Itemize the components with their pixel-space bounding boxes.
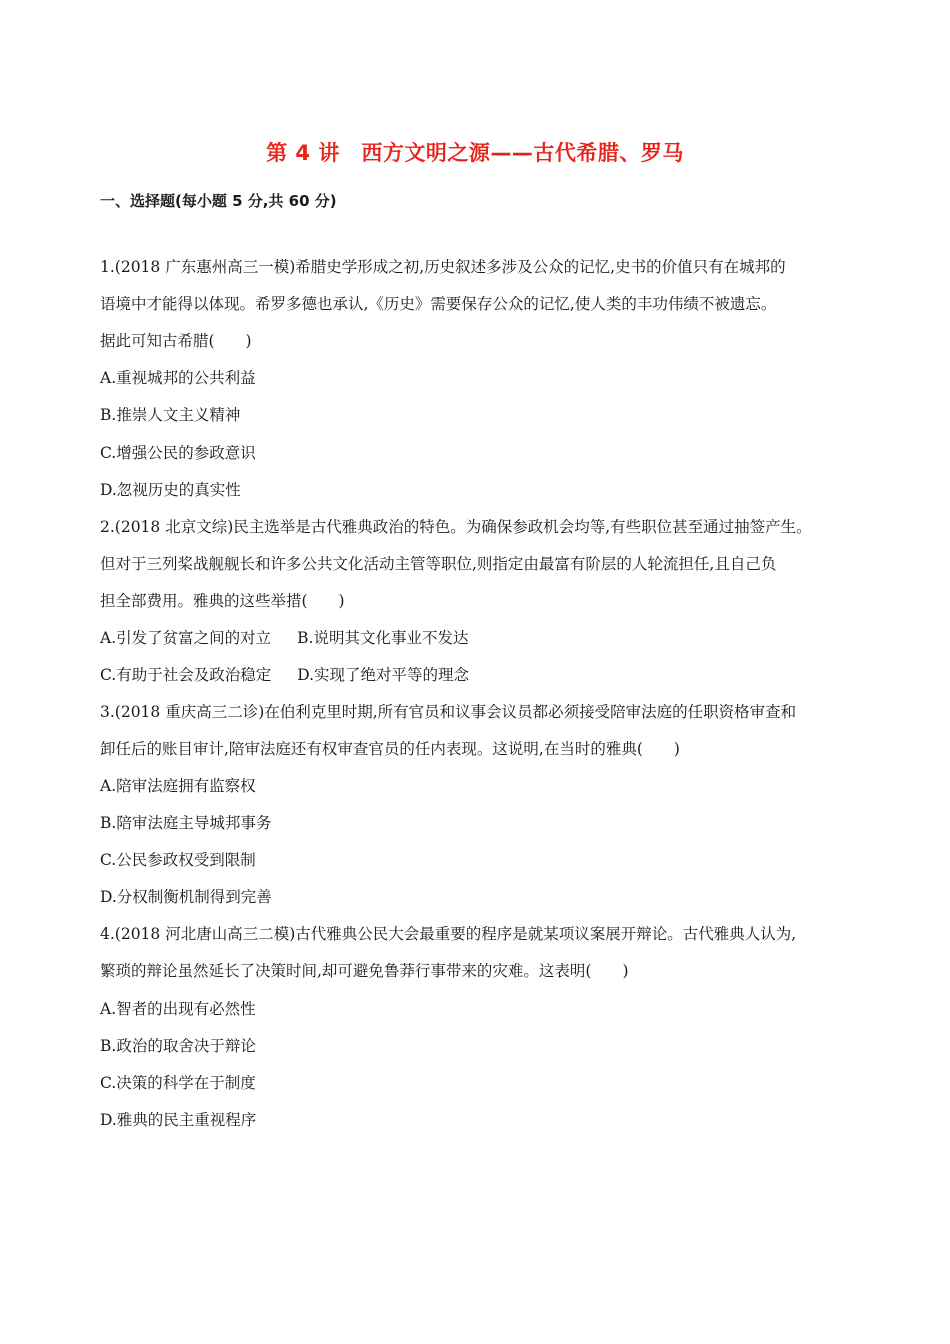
q1-option-b: B.推崇人文主义精神: [100, 406, 241, 424]
q3-stem-line: 卸任后的账目审计,陪审法庭还有权审查官员的任内表现。这说明,在当时的雅典( ): [100, 740, 680, 758]
q3-option-c: C.公民参政权受到限制: [100, 851, 256, 869]
q4-option-b: B.政治的取舍决于辩论: [100, 1037, 256, 1055]
section-heading: 一、选择题(每小题 5 分,共 60 分): [100, 192, 337, 210]
lesson-title: 第 4 讲 西方文明之源——古代希腊、罗马: [266, 141, 684, 165]
q2-option-a: A.引发了贫富之间的对立: [100, 629, 272, 647]
q1-stem-line: 语境中才能得以体现。希罗多德也承认,《历史》需要保存公众的记忆,使人类的丰功伟绩不被遗忘。: [100, 295, 777, 313]
q2-option-b: B.说明其文化事业不发达: [297, 629, 469, 647]
q2-options-row: [100, 665, 469, 685]
q4-option-a: A.智者的出现有必然性: [100, 1000, 256, 1018]
q1-option-d: D.忽视历史的真实性: [100, 481, 241, 499]
q3-stem-line: 3.(2018 重庆高三二诊)在伯利克里时期,所有官员和议事会议员都必须接受陪审法庭的任职资格审查和: [100, 703, 797, 721]
q3-option-b: B.陪审法庭主导城邦事务: [100, 814, 272, 832]
q1-stem-line: 据此可知古希腊( ): [100, 332, 252, 350]
q2-option-d: D.实现了绝对平等的理念: [297, 666, 470, 684]
q1-option-a: A.重视城邦的公共利益: [100, 369, 256, 387]
q2-stem-line: 2.(2018 北京文综)民主选举是古代雅典政治的特色。为确保参政机会均等,有些职位甚至通过抽签产生。: [100, 518, 812, 536]
q2-stem-line: 但对于三列桨战舰舰长和许多公共文化活动主管等职位,则指定由最富有阶层的人轮流担任,且自己负: [100, 555, 777, 573]
q1-stem-line: 1.(2018 广东惠州高三一模)希腊史学形成之初,历史叙述多涉及公众的记忆,史书的价值只有在城邦的: [100, 258, 786, 276]
q2-option-c: C.有助于社会及政治稳定: [100, 666, 272, 684]
q4-option-c: C.决策的科学在于制度: [100, 1074, 256, 1092]
q4-option-d: D.雅典的民主重视程序: [100, 1111, 257, 1129]
q1-option-c: C.增强公民的参政意识: [100, 444, 256, 462]
q2-options-row: [100, 628, 468, 648]
q2-stem-line: 担全部费用。雅典的这些举措( ): [100, 592, 345, 610]
q4-stem-line: 4.(2018 河北唐山高三二模)古代雅典公民大会最重要的程序是就某项议案展开辩论。古代雅典人认为,: [100, 925, 797, 943]
q4-stem-line: 繁琐的辩论虽然延长了决策时间,却可避免鲁莽行事带来的灾难。这表明( ): [100, 962, 629, 980]
q3-option-a: A.陪审法庭拥有监察权: [100, 777, 256, 795]
q3-option-d: D.分权制衡机制得到完善: [100, 888, 272, 906]
